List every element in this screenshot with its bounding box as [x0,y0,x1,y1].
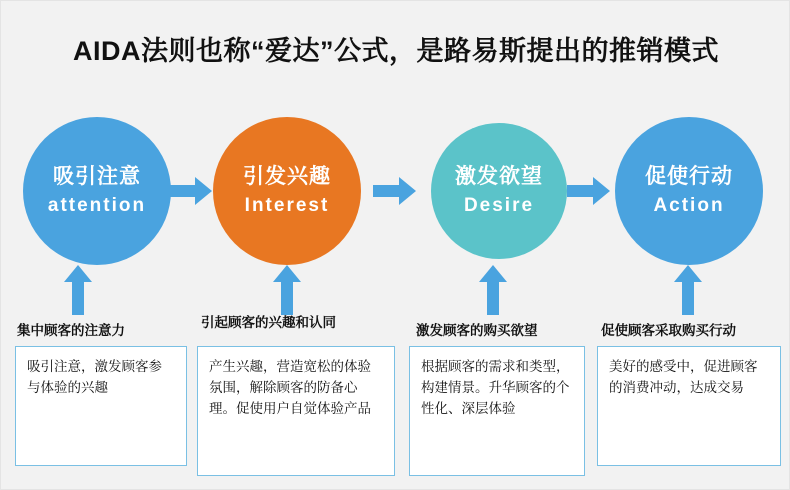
arrow-up-icon [272,264,302,316]
stage-label-en: attention [47,195,147,217]
arrow-right-icon [373,176,417,206]
stage-label-en: Action [653,195,725,217]
stage-circle-attention [23,117,171,265]
stage-detail-attention: 吸引注意，激发顾客参与体验的兴趣 [15,346,187,466]
stage-label-en: Desire [463,195,535,217]
stage-label-cn: 吸引注意 [53,165,141,188]
stage-circle-action [615,117,763,265]
stage-detail-action: 美好的感受中，促进顾客的消费冲动，达成交易 [597,346,781,466]
stage-label-cn: 激发欲望 [455,165,543,188]
stage-label-cn: 引发兴趣 [243,165,331,188]
stage-label-en: Interest [244,195,330,217]
stage-circle-interest [213,117,361,265]
page-title: AIDA法则也称“爱达”公式，是路易斯提出的推销模式 [73,36,719,66]
arrow-up-icon [673,264,703,316]
stage-detail-desire: 根据顾客的需求和类型，构建情景。升华顾客的个性化、深层体验 [409,346,585,476]
stage-caption-desire: 激发顾客的购买欲望 [416,323,538,338]
stage-caption-interest: 引起顾客的兴趣和认同 [201,315,336,330]
stage-circle-desire [431,123,567,259]
stage-detail-interest: 产生兴趣，营造宽松的体验氛围，解除顾客的防备心理。促使用户自觉体验产品 [197,346,395,476]
stage-caption-attention: 集中顾客的注意力 [17,323,125,338]
stage-caption-action: 促使顾客采取购买行动 [601,323,736,338]
arrow-up-icon [478,264,508,316]
arrow-up-icon [63,264,93,316]
arrow-right-icon [567,176,611,206]
stage-label-cn: 促使行动 [645,165,733,188]
arrow-right-icon [169,176,213,206]
